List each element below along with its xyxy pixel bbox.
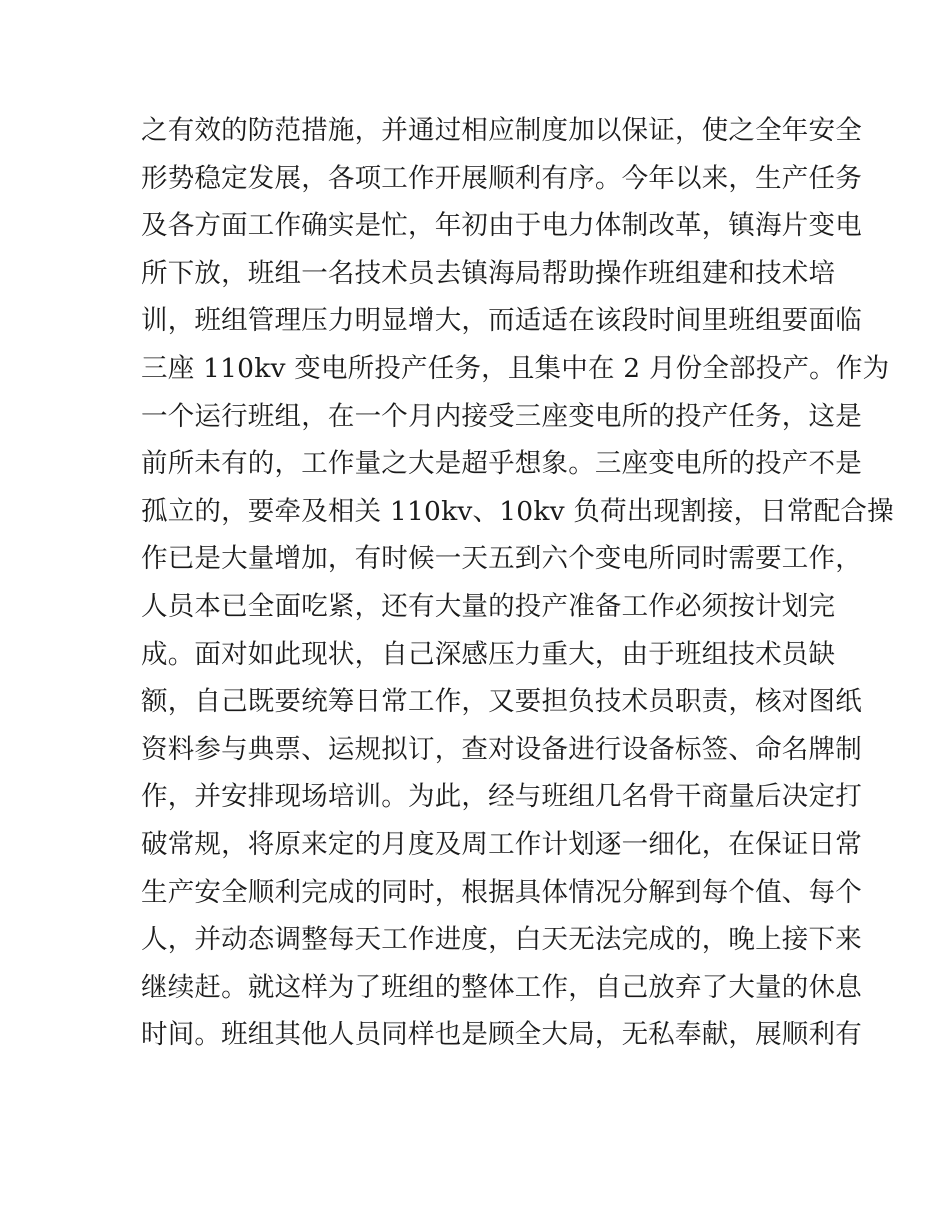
body-paragraph <box>141 107 894 1059</box>
text-line: 之有效的防范措施，并通过相应制度加以保证，使之全年安全 <box>141 115 862 146</box>
text-line: 及各方面工作确实是忙，年初由于电力体制改革，镇海片变电 <box>141 210 862 242</box>
text-line: 人，并动态调整每天工作进度，白天无法完成的，晚上接下来 <box>141 924 862 956</box>
text-line: 人员本已全面吃紧，还有大量的投产准备工作必须按计划完 <box>141 590 836 622</box>
text-line: 资料参与典票、运规拟订，查对设备进行设备标签、命名牌制 <box>141 733 862 765</box>
text-line: 成。面对如此现状，自己深感压力重大，由于班组技术员缺 <box>141 638 836 670</box>
text-line: 形势稳定发展，各项工作开展顺利有序。今年以来，生产任务 <box>141 162 862 194</box>
text-line: 作，并安排现场培训。为此，经与班组几名骨干商量后决定打 <box>141 781 862 813</box>
text-line: 继续赶。就这样为了班组的整体工作，自己放弃了大量的休息 <box>141 971 862 1003</box>
text-line: 生产安全顺利完成的同时，根据具体情况分解到每个值、每个 <box>141 876 862 908</box>
text-line: 额，自己既要统筹日常工作，又要担负技术员职责，核对图纸 <box>141 686 862 718</box>
text-line: 训，班组管理压力明显增大，而适适在该段时间里班组要面临 <box>141 305 862 337</box>
text-line: 孤立的，要牵及相关 110kv、10kv 负荷出现割接，日常配合操 <box>141 495 894 527</box>
text-line: 三座 110kv 变电所投产任务，且集中在 2 月份全部投产。作为 <box>141 352 890 384</box>
text-line: 破常规，将原来定的月度及周工作计划逐一细化，在保证日常 <box>141 828 862 860</box>
text-line: 作已是大量增加，有时候一天五到六个变电所同时需要工作， <box>141 543 862 575</box>
text-line: 所下放，班组一名技术员去镇海局帮助操作班组建和技术培 <box>141 257 836 289</box>
text-line: 一个运行班组，在一个月内接受三座变电所的投产任务，这是 <box>141 400 862 432</box>
text-line: 时间。班组其他人员同样也是顾全大局，无私奉献，展顺利有 <box>141 1019 862 1051</box>
text-line: 前所未有的，工作量之大是超乎想象。三座变电所的投产不是 <box>141 448 862 480</box>
